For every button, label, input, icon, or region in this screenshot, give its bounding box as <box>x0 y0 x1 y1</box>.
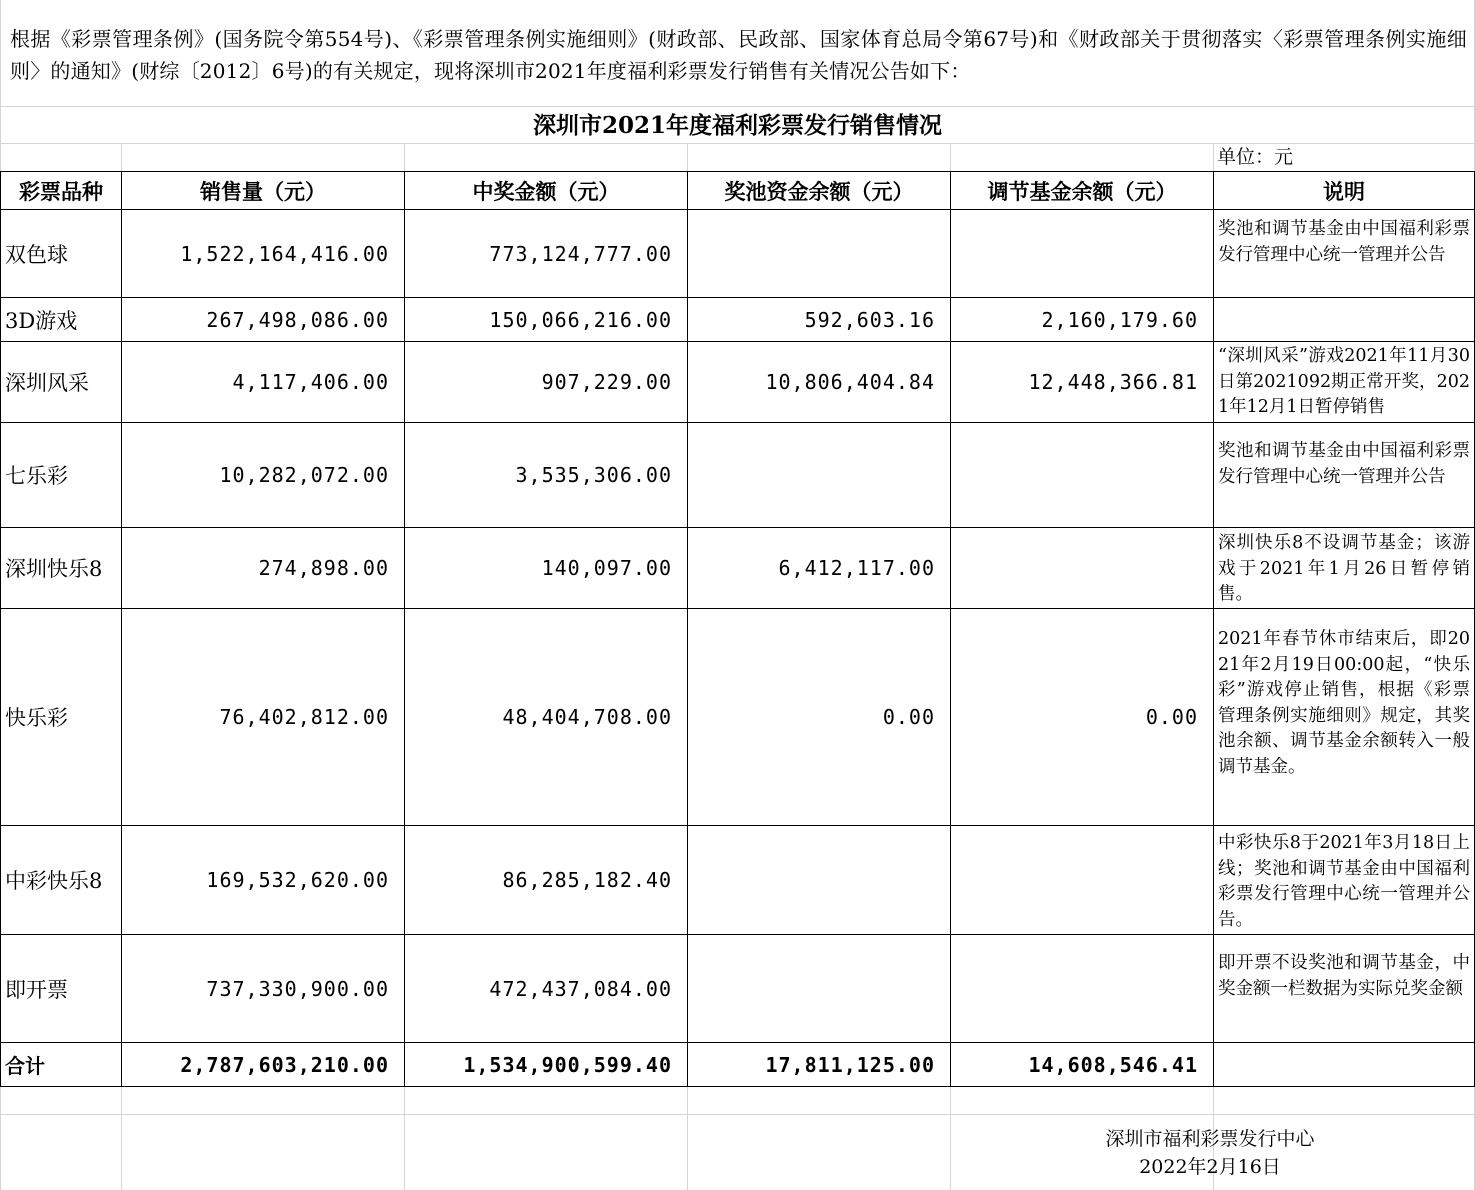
gridline <box>1213 143 1214 171</box>
row-name: 即开票 <box>5 977 68 1002</box>
header-prize: 中奖金额（元） <box>472 178 620 204</box>
row-prize: 907,229.00 <box>541 370 672 394</box>
row-name: 深圳快乐8 <box>5 557 103 581</box>
row-sales: 169,532,620.00 <box>206 868 389 892</box>
row-fund <box>951 935 1213 1042</box>
issue-date: 2022年2月16日 <box>1139 1156 1281 1178</box>
row-prize: 150,066,216.00 <box>489 307 672 332</box>
row-fund: 2,160,179.60 <box>1041 307 1198 332</box>
gridline <box>687 143 688 171</box>
row-name: 深圳风采 <box>5 371 89 395</box>
header-fund: 调节基金余额（元） <box>987 178 1177 204</box>
row-pool: 10,806,404.84 <box>765 370 935 394</box>
row-note <box>1214 298 1474 341</box>
row-note: 奖池和调节基金由中国福利彩票发行管理中心统一管理并公告 <box>1218 219 1470 265</box>
row-fund <box>951 423 1213 527</box>
row-sales: 76,402,812.00 <box>219 705 389 729</box>
intro-text: 根据《彩票管理条例》(国务院令第554号)、《彩票管理条例实施细则》(财政部、民政部、国家体育总局令第67号)和《财政部关于贯彻落实〈彩票管理条例实施细则〉的通知》(财综〔2012〕6号)的有关规定，现将深圳市2021年度福利彩票发行销售有关情况公告如下： <box>10 27 1467 83</box>
issuer-name: 深圳市福利彩票发行中心 <box>1105 1128 1315 1150</box>
total-pool: 17,811,125.00 <box>765 1052 935 1077</box>
row-note: 2021年春节休市结束后，即2021年2月19日00:00起，“快乐彩”游戏停止销售，根据《彩票管理条例实施细则》规定，其奖池余额、调节基金余额转入一般调节基金。 <box>1218 629 1470 777</box>
row-sales: 1,522,164,416.00 <box>180 241 389 266</box>
row-prize: 3,535,306.00 <box>515 463 672 487</box>
gridline <box>0 1114 1475 1115</box>
row-fund: 12,448,366.81 <box>1028 370 1198 394</box>
row-prize: 86,285,182.40 <box>502 868 672 892</box>
row-pool <box>688 423 950 527</box>
row-name: 快乐彩 <box>5 706 68 730</box>
header-sales: 销售量（元） <box>200 178 326 204</box>
row-prize: 472,437,084.00 <box>489 976 672 1001</box>
unit-label: 单位：元 <box>1217 146 1294 168</box>
row-sales: 4,117,406.00 <box>232 370 389 394</box>
row-fund <box>951 210 1213 297</box>
row-note: 即开票不设奖池和调节基金，中奖金额一栏数据为实际兑奖金额 <box>1218 953 1470 999</box>
row-name: 双色球 <box>5 242 68 267</box>
header-note: 说明 <box>1323 178 1365 204</box>
row-note: 深圳快乐8不设调节基金；该游戏于2021年1月26日暂停销售。 <box>1218 533 1470 604</box>
row-sales: 10,282,072.00 <box>219 463 389 487</box>
row-prize: 48,404,708.00 <box>502 705 672 729</box>
row-name: 七乐彩 <box>5 464 68 488</box>
row-prize: 773,124,777.00 <box>489 241 672 266</box>
row-name: 中彩快乐8 <box>5 869 103 893</box>
row-pool: 0.00 <box>882 705 935 729</box>
row-pool <box>688 210 950 297</box>
row-note: 奖池和调节基金由中国福利彩票发行管理中心统一管理并公告 <box>1218 441 1470 487</box>
gridline <box>950 1087 951 1190</box>
row-fund <box>951 528 1213 608</box>
row-fund <box>951 826 1213 934</box>
row-pool <box>688 826 950 934</box>
header-pool: 奖池资金余额（元） <box>724 178 914 204</box>
total-sales: 2,787,603,210.00 <box>180 1052 389 1077</box>
row-sales: 737,330,900.00 <box>206 976 389 1001</box>
table-title: 深圳市2021年度福利彩票发行销售情况 <box>532 112 942 139</box>
row-pool: 6,412,117.00 <box>778 556 935 580</box>
row-sales: 267,498,086.00 <box>206 307 389 332</box>
row-sales: 274,898.00 <box>258 556 389 580</box>
gridline <box>121 1087 122 1190</box>
row-pool: 592,603.16 <box>804 307 935 332</box>
gridline <box>404 1087 405 1190</box>
row-note: “深圳风采”游戏2021年11月30日第2021092期正常开奖，2021年12月1日暂停销售 <box>1218 346 1470 417</box>
gridline <box>950 143 951 171</box>
gridline <box>404 143 405 171</box>
row-prize: 140,097.00 <box>541 556 672 580</box>
total-fund: 14,608,546.41 <box>1028 1052 1198 1077</box>
total-prize: 1,534,900,599.40 <box>463 1052 672 1077</box>
gridline <box>687 1087 688 1190</box>
gridline <box>121 143 122 171</box>
row-pool <box>688 935 950 1042</box>
row-fund: 0.00 <box>1145 705 1198 729</box>
table-border <box>0 1086 1475 1087</box>
row-name: 3D游戏 <box>5 308 78 333</box>
row-note: 中彩快乐8于2021年3月18日上线；奖池和调节基金由中国福利彩票发行管理中心统一管理并公告。 <box>1218 833 1470 930</box>
total-label: 合计 <box>5 1054 45 1078</box>
header-type: 彩票品种 <box>19 178 103 204</box>
